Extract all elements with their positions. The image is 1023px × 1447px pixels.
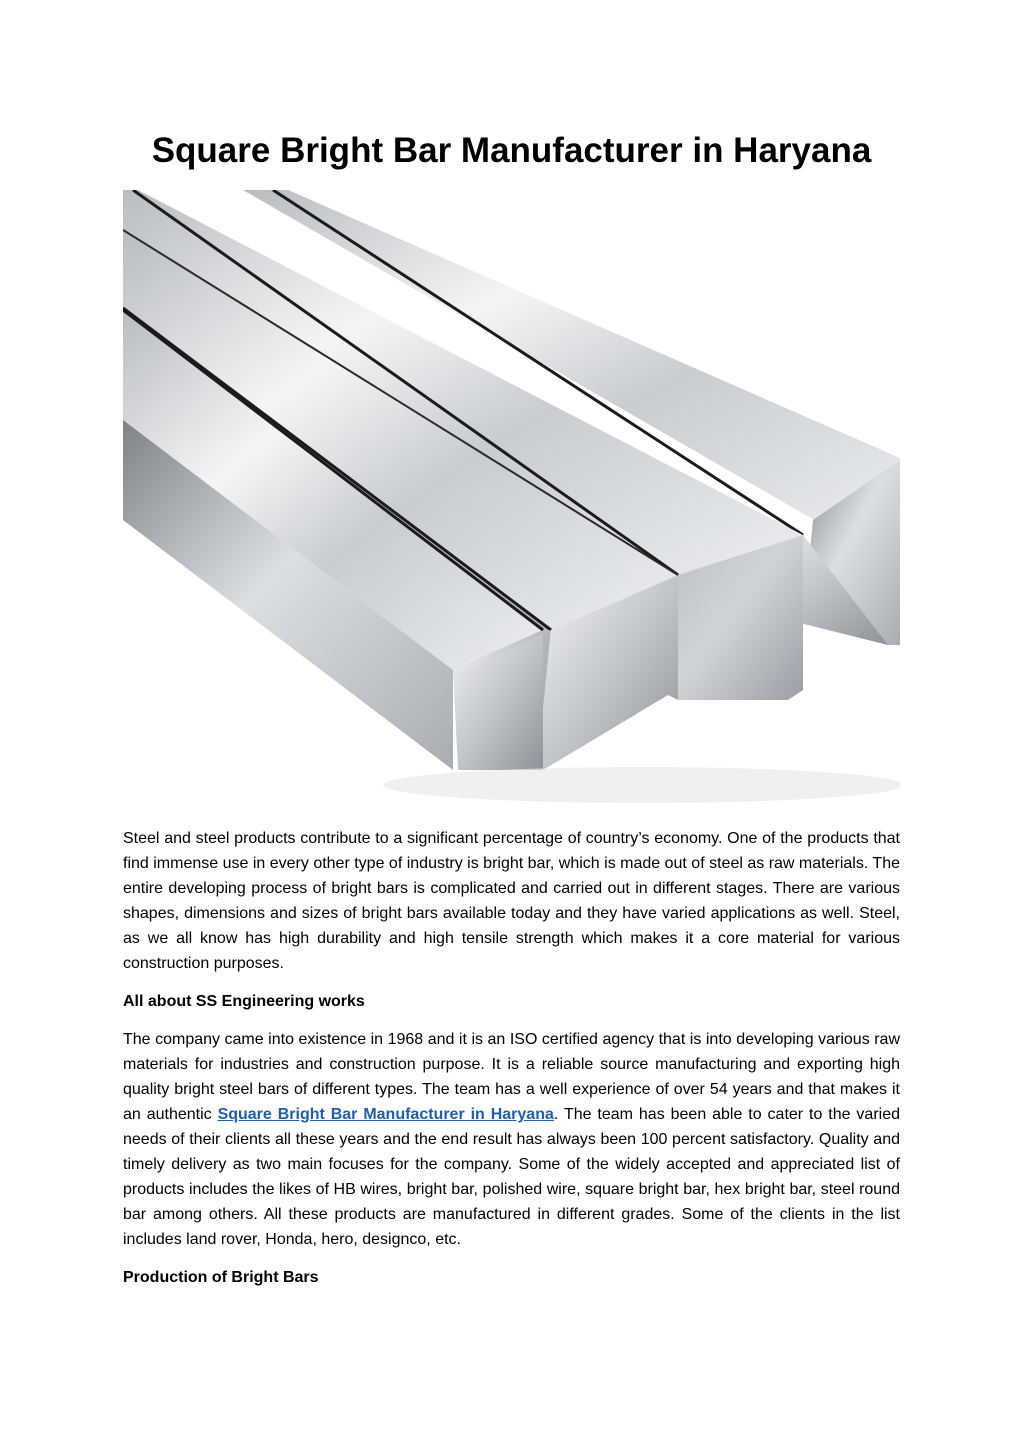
- steel-bars-image: [123, 190, 900, 812]
- square-bright-bar-link[interactable]: Square Bright Bar Manufacturer in Haryana: [217, 1106, 554, 1123]
- article-body: [123, 826, 900, 1290]
- company-paragraph-text-start: The company came into existence in 1968 and it is an ISO certified agency that is into developing various raw materials for industries and construction purpose. It is a reliable source manufacturing and exporting high quality bright steel bars of different types. The team has a well experience of over 54 years and that makes it an authentic: [123, 1031, 900, 1123]
- section-heading-production: Production of Bright Bars: [123, 1269, 319, 1286]
- company-paragraph: [123, 1027, 900, 1252]
- intro-paragraph: Steel and steel products contribute to a significant percentage of country’s economy. One of the products that find immense use in every other type of industry is bright bar, which is made out of steel as raw materials. The entire developing process of bright bars is complicated and carried out in different stages. There are various shapes, dimensions and sizes of bright bars available today and they have varied applications as well. Steel, as we all know has high durability and high tensile strength which makes it a core material for various construction purposes.: [123, 830, 900, 972]
- company-paragraph-text-end: . The team has been able to cater to the varied needs of their clients all these years and the end result has always been 100 percent satisfactory. Quality and timely delivery as two main focuses for the company. Some of the widely accepted and appreciated list of products includes the likes of HB wires, bright bar, polished wire, square bright bar, hex bright bar, steel round bar among others. All these products are manufactured in different grades. Some of the clients in the list includes land rover, Honda, hero, designco, etc.: [123, 1106, 901, 1248]
- section-heading-ss-engineering: All about SS Engineering works: [123, 993, 365, 1010]
- page-title: Square Bright Bar Manufacturer in Haryana: [151, 131, 872, 170]
